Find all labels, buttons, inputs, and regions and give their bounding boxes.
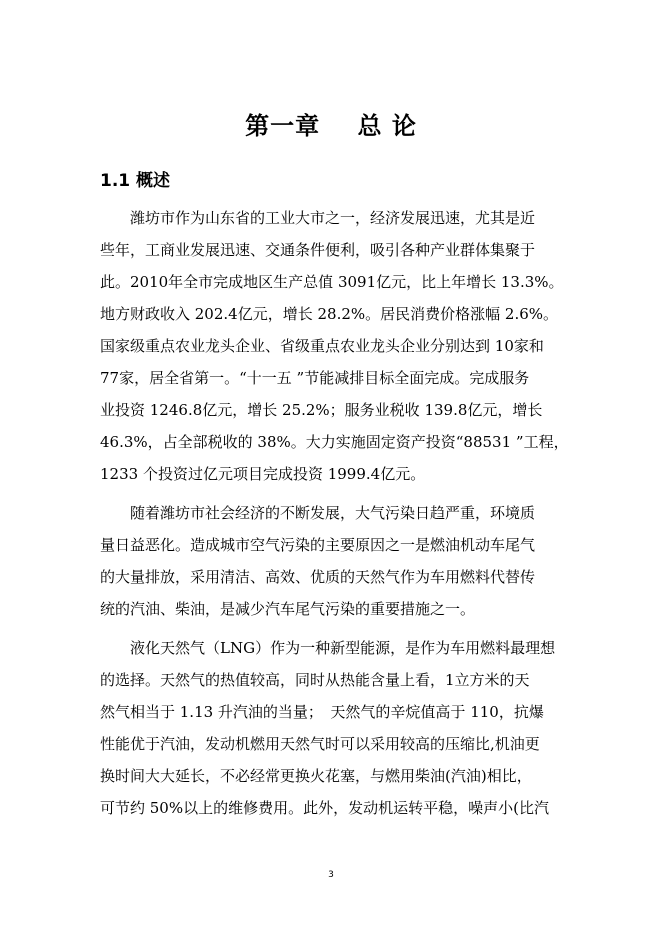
paragraph-1-line: 1233 个投资过亿元项目完成投资 1999.4亿元。	[100, 465, 426, 483]
paragraph-2-line: 统的汽油、柴油，是减少汽车尾气污染的重要措施之一。	[100, 600, 476, 618]
paragraph-1-line: 业投资 1246.8亿元，增长 25.2%；服务业税收 139.8亿元，增长	[100, 401, 543, 419]
paragraph-1-line: 77家，居全省第一。“十一五 ”节能减排目标全面完成。完成服务	[100, 369, 530, 387]
page-number: 3	[328, 870, 334, 880]
paragraph-3-line: 的选择。天然气的热值较高，同时从热能含量上看，1立方米的天	[100, 671, 530, 689]
chapter-title: 第一章 总 论	[245, 111, 417, 140]
paragraph-1-line: 此。2010年全市完成地区生产总值 3091亿元，比上年增长 13.3%。	[100, 273, 564, 291]
paragraph-1-line: 些年，工商业发展迅速、交通条件便利，吸引各种产业群体集聚于	[100, 241, 536, 259]
paragraph-3-line: 液化天然气（LNG）作为一种新型能源，是作为车用燃料最理想	[100, 639, 556, 657]
paragraph-2-line: 随着潍坊市社会经济的不断发展，大气污染日趋严重，环境质	[100, 504, 536, 522]
paragraph-1-line: 潍坊市作为山东省的工业大市之一，经济发展迅速，尤其是近	[100, 209, 536, 227]
paragraph-3-line: 换时间大大延长，不必经常更换火花塞，与燃用柴油(汽油)相比，	[100, 767, 532, 785]
paragraph-1-line: 地方财政收入 202.4亿元，增长 28.2%。居民消费价格涨幅 2.6%。	[100, 305, 559, 323]
paragraph-2-line: 的大量排放，采用清洁、高效、优质的天然气作为车用燃料代替传	[100, 568, 536, 586]
section-heading: 1.1 概述	[100, 171, 171, 191]
paragraph-3-line: 可节约 50%以上的维修费用。此外，发动机运转平稳，噪声小(比汽	[100, 799, 549, 817]
paragraph-1-line: 46.3%，占全部税收的 38%。大力实施固定资产投资“88531 ”工程，	[100, 433, 569, 451]
paragraph-3-line: 性能优于汽油，发动机燃用天然气时可以采用较高的压缩比,机油更	[100, 735, 540, 753]
paragraph-3-line: 然气相当于 1.13 升汽油的当量； 天然气的辛烷值高于 110，抗爆	[100, 703, 544, 721]
paragraph-2-line: 量日益恶化。造成城市空气污染的主要原因之一是燃油机动车尾气	[100, 536, 536, 554]
paragraph-1-line: 国家级重点农业龙头企业、省级重点农业龙头企业分别达到 10家和	[100, 337, 544, 355]
